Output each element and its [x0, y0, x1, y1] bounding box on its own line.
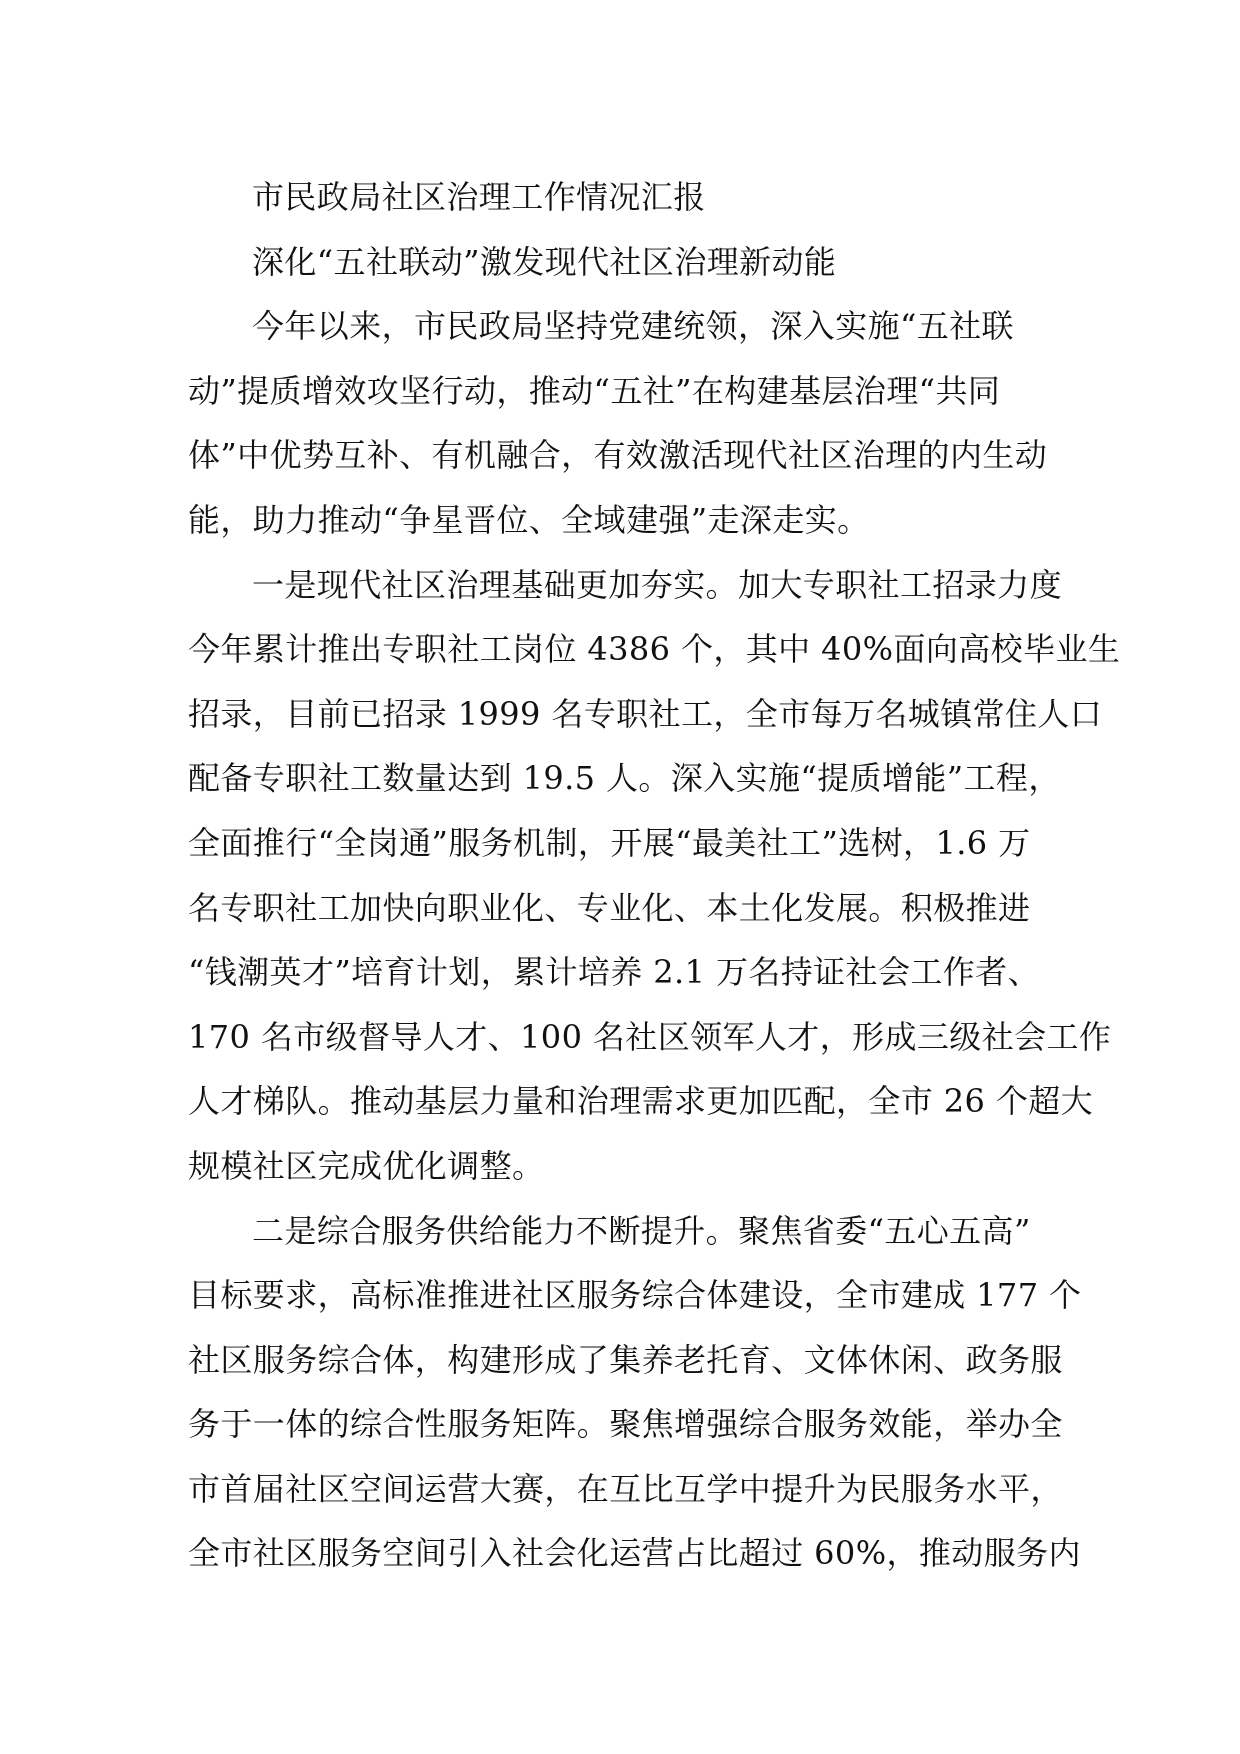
- paragraph-line: 招录，目前已招录 1999 名专职社工，全市每万名城镇常住人口: [188, 694, 1103, 733]
- paragraph-intro: [188, 294, 1056, 552]
- paragraph-line: 人才梯队。推动基层力量和治理需求更加匹配，全市 26 个超大: [188, 1082, 1094, 1121]
- paragraph-line: 能，助力推动“争星晋位、全域建强”走深走实。: [188, 500, 870, 539]
- paragraph-line: 配备专职社工数量达到 19.5 人。深入实施“提质增能”工程，: [188, 759, 1061, 798]
- paragraph-line: 一是现代社区治理基础更加夯实。加大专职社工招录力度: [252, 565, 1063, 604]
- paragraph-section-two: [188, 1199, 1082, 1587]
- paragraph-line: 目标要求，高标准推进社区服务综合体建设，全市建成 177 个: [188, 1276, 1082, 1315]
- paragraph-line: 名专职社工加快向职业化、专业化、本土化发展。积极推进: [188, 888, 1031, 927]
- paragraph-line: 市首届社区空间运营大赛，在互比互学中提升为民服务水平，: [188, 1469, 1063, 1508]
- paragraph-line: 规模社区完成优化调整。: [188, 1146, 545, 1185]
- paragraph-line: 动”提质增效攻坚行动，推动“五社”在构建基层治理“共同: [188, 371, 1001, 410]
- document-title: 市民政局社区治理工作情况汇报: [252, 178, 706, 216]
- paragraph-line: 全面推行“全岗通”服务机制，开展“最美社工”选树，1.6 万: [188, 823, 1031, 862]
- paragraph-section-one: [188, 553, 1121, 1199]
- paragraph-line: 务于一体的综合性服务矩阵。聚焦增强综合服务效能，举办全: [188, 1405, 1063, 1444]
- paragraph-line: 二是综合服务供给能力不断提升。聚焦省委“五心五高”: [252, 1211, 1031, 1250]
- document-subtitle: 深化“五社联动”激发现代社区治理新动能: [252, 242, 837, 281]
- paragraph-line: 体”中优势互补、有机融合，有效激活现代社区治理的内生动: [188, 436, 1048, 475]
- paragraph-line: 全市社区服务空间引入社会化运营占比超过 60%，推动服务内: [188, 1534, 1081, 1573]
- document-body: [188, 165, 1121, 1586]
- paragraph-line: 170 名市级督导人才、100 名社区领军人才，形成三级社会工作: [188, 1017, 1112, 1056]
- paragraph-line: 今年以来，市民政局坚持党建统领，深入实施“五社联: [252, 307, 1014, 346]
- paragraph-line: 社区服务综合体，构建形成了集养老托育、文体休闲、政务服: [188, 1340, 1063, 1379]
- paragraph-line: 今年累计推出专职社工岗位 4386 个，其中 40%面向高校毕业生: [188, 630, 1121, 669]
- paragraph-line: “钱潮英才”培育计划，累计培养 2.1 万名持证社会工作者、: [188, 953, 1040, 992]
